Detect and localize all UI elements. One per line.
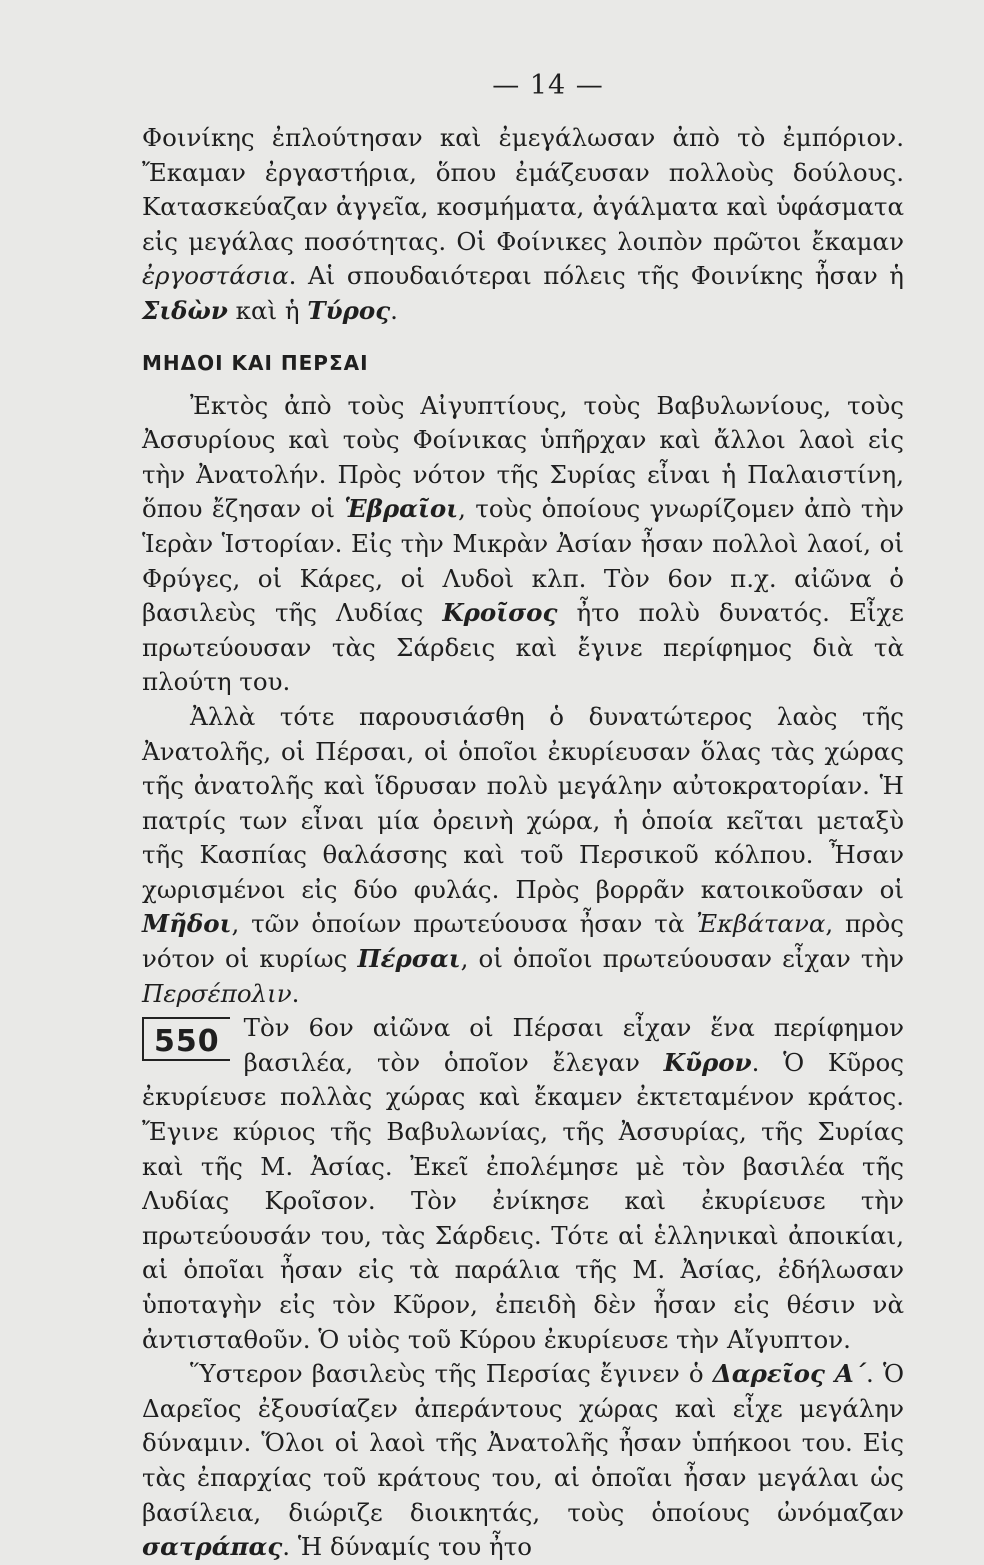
- emphasis-term: ἐργοστάσια: [142, 261, 289, 291]
- section-heading: ΜΗΔΟΙ ΚΑΙ ΠΕΡΣΑΙ: [142, 350, 369, 375]
- cyrus-section: [142, 1011, 904, 1357]
- paragraph-cyrus: Τὸν 6ον αἰῶνα οἱ Πέρσαι εἶχαν ἕνα περίφημον βασιλέα, τὸν ὁποῖον ἔλεγαν Κῦρον. Ὁ Κῦρος ἐκυρίευσε πολλὰς χώρας καὶ ἔκαμεν ἐκτεταμένον κράτος. Ἔγινε κύριος τῆς Βαβυλωνίας, τῆς Ἀσσυρίας, τῆς Συρίας καὶ τῆς Μ. Ἀσίας. Ἐκεῖ ἐπολέμησε μὲ τὸν βασιλέα τῆς Λυδίας Κροῖσον. Τὸν ἐνίκησε καὶ ἐκυρίευσε τὴν πρωτεύουσάν του, τὰς Σάρδεις. Τότε αἱ ἑλληνικαὶ ἀποικίαι, αἱ ὁποῖαι ἦσαν εἰς τὰ παράλια τῆς Μ. Ἀσίας, ἐδήλωσαν ὑποταγὴν εἰς τὸν Κῦρον, ἐπειδὴ δὲν ἦσαν εἰς θέσιν νὰ ἀντισταθοῦν. Ὁ υἱὸς τοῦ Κύρου ἐκυρίευσε τὴν Αἴγυπτον.: [142, 1013, 904, 1354]
- emphasis-term: Τύρος: [307, 295, 391, 325]
- emphasis-term: σατράπας: [142, 1532, 283, 1562]
- emphasis-term: Σιδὼν: [142, 295, 228, 325]
- emphasis-term: Ἑβραῖοι: [344, 494, 459, 524]
- paragraph-phoenicia: Φοινίκης ἐπλούτησαν καὶ ἐμεγάλωσαν ἀπὸ τὸ ἐμπόριον. Ἔκαμαν ἐργαστήρια, ὅπου ἐμάζευσαν πολλοὺς δούλους. Κατασκεύαζαν ἀγγεῖα, κοσμήματα, ἀγάλματα καὶ ὑφάσματα εἰς μεγάλας ποσότητας. Οἱ Φοίνικες λοιπὸν πρῶτοι ἔκαμαν ἐργοστάσια. Αἱ σπουδαιότεραι πόλεις τῆς Φοινίκης ἦσαν ἡ Σιδὼν καὶ ἡ Τύρος.: [142, 123, 904, 325]
- paragraph-darius: Ὕστερον βασιλεὺς τῆς Περσίας ἔγινεν ὁ Δαρεῖος Α΄. Ὁ Δαρεῖος ἐξουσίαζεν ἀπεράντους χώρας καὶ εἶχε μεγάλην δύναμιν. Ὅλοι οἱ λαοὶ τῆς Ἀνατολῆς ἦσαν ὑπήκοοι του. Εἰς τὰς ἐπαρχίας τοῦ κράτους του, αἱ ὁποῖαι ἦσαν μεγάλαι ὡς βασίλεια, διώριζε διοικητάς, τοὺς ὁποίους ὠνόμαζαν σατράπας. Ἡ δύναμίς του ἦτο: [142, 1359, 904, 1562]
- emphasis-term: Κῦρον: [663, 1047, 752, 1077]
- emphasis-term: Κροῖσος: [442, 598, 558, 628]
- paragraph-peoples: Ἐκτὸς ἀπὸ τοὺς Αἰγυπτίους, τοὺς Βαβυλωνίους, τοὺς Ἀσσυρίους καὶ τοὺς Φοίνικας ὑπῆρχαν καὶ ἄλλοι λαοὶ εἰς τὴν Ἀνατολήν. Πρὸς νότον τῆς Συρίας εἶναι ἡ Παλαιστίνη, ὅπου ἔζησαν οἱ Ἑβραῖοι, τοὺς ὁποίους γνωρίζομεν ἀπὸ τὴν Ἱερὰν Ἱστορίαν. Εἰς τὴν Μικρὰν Ἀσίαν ἦσαν πολλοὶ λαοί, οἱ Φρύγες, οἱ Κάρες, οἱ Λυδοὶ κλπ. Τὸν 6ον π.χ. αἰῶνα ὁ βασιλεὺς τῆς Λυδίας Κροῖσος ἦτο πολὺ δυνατός. Εἶχε πρωτεύουσαν τὰς Σάρδεις καὶ ἔγινε περίφημος διὰ τὰ πλούτη του.: [142, 390, 905, 697]
- emphasis-term: Πέρσαι: [357, 944, 461, 974]
- emphasis-term: Δαρεῖος Α΄: [712, 1359, 867, 1389]
- page-number: — 14 —: [492, 70, 604, 101]
- date-box: 550: [142, 1017, 230, 1061]
- emphasis-term: Περσέπολιν: [142, 978, 292, 1008]
- emphasis-term: Μῆδοι: [142, 909, 232, 939]
- emphasis-term: Ἐκβάτανα: [696, 909, 826, 939]
- paragraph-persians: Ἀλλὰ τότε παρουσιάσθη ὁ δυνατώτερος λαὸς τῆς Ἀνατολῆς, οἱ Πέρσαι, οἱ ὁποῖοι ἐκυρίευσαν ὅλας τὰς χώρας τῆς ἀνατολῆς καὶ ἵδρυσαν πολὺ μεγάλην αὐτοκρατορίαν. Ἡ πατρίς των εἶναι μία ὀρεινὴ χώρα, ἡ ὁποία κεῖται μεταξὺ τῆς Κασπίας θαλάσσης καὶ τοῦ Περσικοῦ κόλπου. Ἦσαν χωρισμένοι εἰς δύο φυλάς. Πρὸς βορρᾶν κατοικοῦσαν οἱ Μῆδοι, τῶν ὁποίων πρωτεύουσα ἦσαν τὰ Ἐκβάτανα, πρὸς νότον οἱ κυρίως Πέρσαι, οἱ ὁποῖοι πρωτεύουσαν εἶχαν τὴν Περσέπολιν.: [142, 701, 904, 1008]
